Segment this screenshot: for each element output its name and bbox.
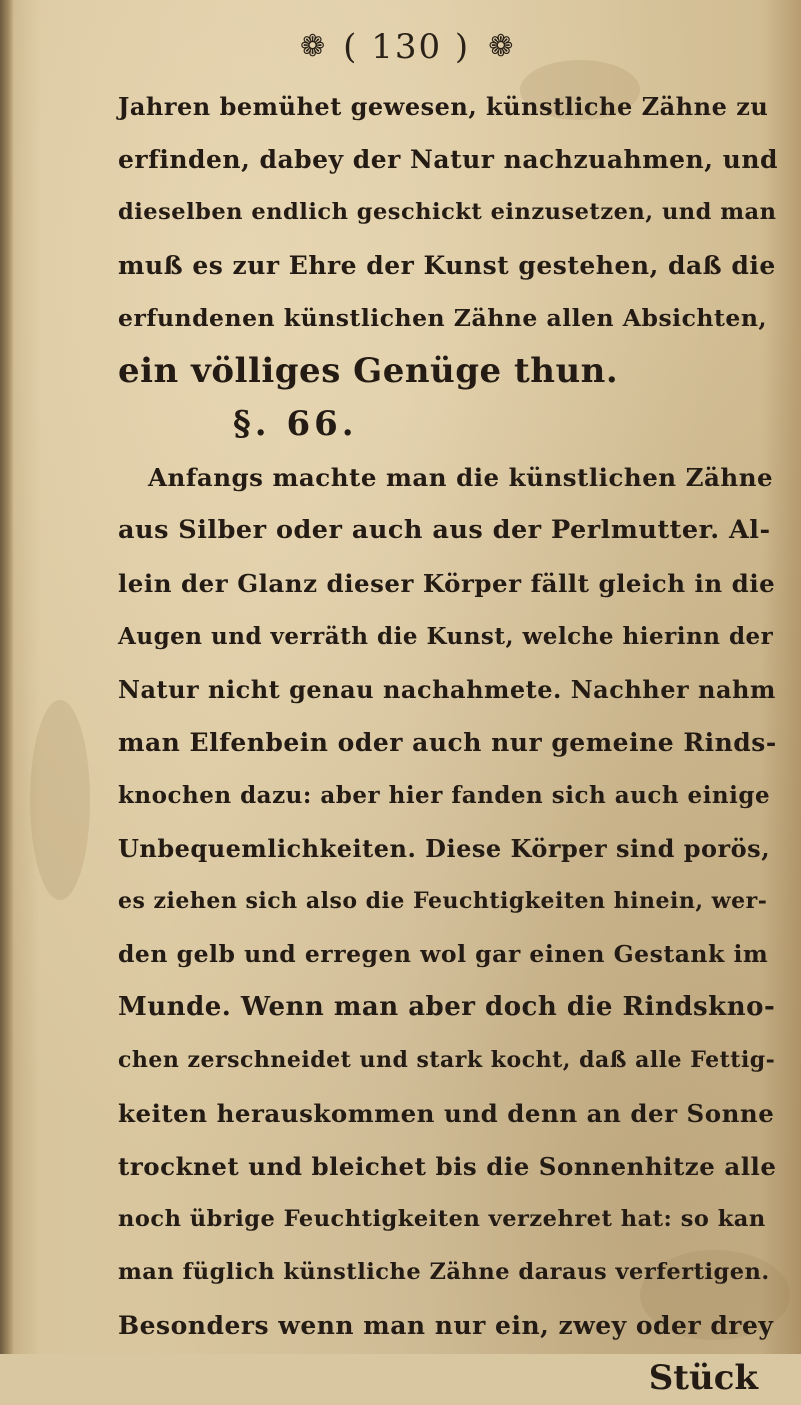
paper-stain bbox=[30, 700, 90, 900]
text-line: knochen dazu: aber hier fanden sich auch einige bbox=[118, 782, 771, 809]
text-line: erfinden, dabey der Natur nachzuahmen, und bbox=[118, 145, 778, 174]
text-line: trocknet und bleichet bis die Sonnenhitze alle bbox=[118, 1152, 777, 1181]
text-line: ein völliges Genüge thun. bbox=[118, 351, 619, 391]
text-line: den gelb und erregen wol gar einen Gestank im bbox=[118, 940, 769, 968]
text-line: noch übrige Feuchtigkeiten verzehret hat: so kan bbox=[118, 1206, 766, 1232]
text-line: lein der Glanz dieser Körper fällt gleich in die bbox=[118, 569, 776, 598]
flower-ornament-icon: ❁ bbox=[300, 29, 326, 64]
section-heading: §. 66. bbox=[233, 404, 358, 444]
catchword: Stück bbox=[648, 1358, 758, 1398]
page-number: ( 130 ) bbox=[343, 27, 471, 67]
text-line: Unbequemlichkeiten. Diese Körper sind porös, bbox=[118, 834, 771, 863]
text-line: aus Silber oder auch aus der Perlmutter. Al- bbox=[118, 515, 771, 545]
page-binding-edge bbox=[0, 0, 14, 1354]
body-text bbox=[118, 80, 778, 1405]
text-line: muß es zur Ehre der Kunst gestehen, daß die bbox=[118, 251, 776, 280]
text-line: keiten herauskommen und denn an der Sonne bbox=[118, 1099, 775, 1128]
text-line: Munde. Wenn man aber doch die Rindskno- bbox=[118, 992, 776, 1022]
text-line: Besonders wenn man nur ein, zwey oder drey bbox=[118, 1311, 774, 1340]
text-line: Natur nicht genau nachahmete. Nachher nahm bbox=[118, 675, 776, 704]
page-header bbox=[300, 22, 580, 72]
text-line: man Elfenbein oder auch nur gemeine Rinds- bbox=[118, 728, 777, 757]
text-line: man füglich künstliche Zähne daraus verfertigen. bbox=[118, 1259, 770, 1285]
text-line: erfundenen künstlichen Zähne allen Absichten, bbox=[118, 304, 768, 332]
text-line: chen zerschneidet und stark kocht, daß alle Fettig- bbox=[118, 1047, 776, 1073]
text-line: Anfangs machte man die künstlichen Zähne bbox=[148, 463, 774, 492]
text-line: dieselben endlich geschickt einzusetzen, und man bbox=[118, 199, 777, 225]
flower-ornament-icon: ❁ bbox=[488, 29, 514, 64]
text-line: Jahren bemühet gewesen, künstliche Zähne zu bbox=[118, 92, 769, 121]
text-line: es ziehen sich also die Feuchtigkeiten hinein, wer- bbox=[118, 888, 768, 914]
text-line: Augen und verräth die Kunst, welche hierinn der bbox=[118, 623, 774, 650]
